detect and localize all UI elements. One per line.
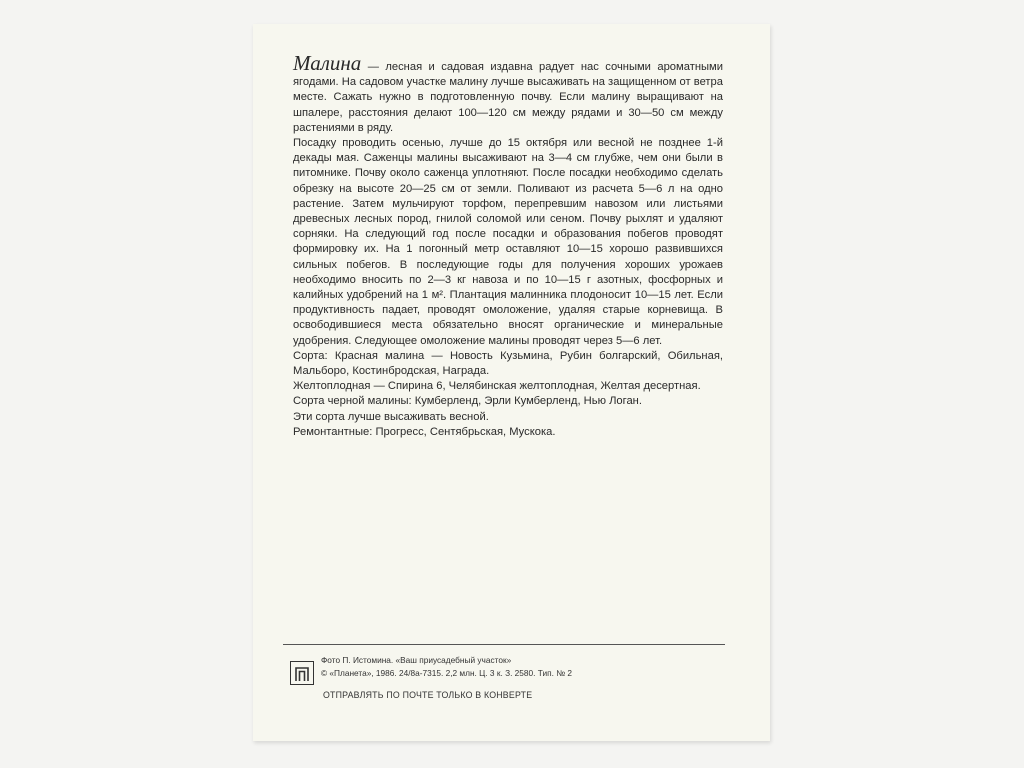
mail-instruction: ОТПРАВЛЯТЬ ПО ПОЧТЕ ТОЛЬКО В КОНВЕРТЕ: [323, 690, 533, 700]
footer-divider: [283, 644, 725, 645]
planting-paragraph: Посадку проводить осенью, лучше до 15 октября или весной не позднее 1-й декады мая. Саженцы малины высаживают на 3—4 см глубже, чем они были в питомнике. Почву около саженца уплотняют. После посадки необходимо сделать обрезку на высоте 20—25 см от земли. Поливают из расчета 5—6 л на одно растение. Затем мульчируют торфом, перепревшим навозом или листьями древесных лесных пород, гнилой соломой или сеном. Почву рыхлят и удаляют сорняки. На следующий год после посадки и образования побегов проводят формировку их. На 1 погонный метр оставляют 10—15 хорошо развившихся сильных побегов. В последующие годы для получения хороших урожаев необходимо вносить по 2—3 кг навоза и по 10—15 г азотных, фосфорных и калийных удобрений на 1 м². Плантация малинника плодоносит 10—15 лет. Если продуктивность падает, проводят омоложение, удаляя старые корневища. В освободившиеся места обязательно вносят органические и минеральные удобрения. Следующее омоложение малины проводят через 5—6 лет.: [293, 137, 723, 347]
photo-credit: Фото П. Истомина. «Ваш приусадебный участок»: [321, 655, 512, 665]
card-title: Малина: [293, 51, 362, 75]
intro-text: лесная и садовая издавна радует нас сочными ароматными ягодами. На садовом участке малину лучше высаживать на защищенном от ветра месте. Сажать нужно в подготовленную почву. Если малину выращивают на шпалере, расстояния делают 100—120 см между рядами и 30—50 см между растениями в ряду.: [293, 61, 723, 134]
intro-paragraph: [293, 51, 723, 136]
spring-note: Эти сорта лучше высаживать весной.: [293, 410, 489, 423]
varieties-black: Сорта черной малины: Кумберленд, Эрли Кумберленд, Нью Логан.: [293, 395, 642, 408]
publisher-imprint: © «Планета», 1986. 24/8а-7315. 2,2 млн. Ц. 3 к. З. 2580. Тип. № 2: [321, 668, 573, 678]
raspberry-description: [293, 51, 723, 440]
remontant-varieties: Ремонтантные: Прогресс, Сентябрьская, Мускока.: [293, 425, 556, 438]
varieties-red: Сорта: Красная малина — Новость Кузьмина, Рубин болгарский, Обильная, Мальборо, Костинбродская, Награда.: [293, 349, 723, 378]
varieties-yellow: Желтоплодная — Спирина 6, Челябинская желтоплодная, Желтая десертная.: [293, 380, 701, 393]
postcard: [253, 24, 770, 741]
title-dash: —: [361, 61, 386, 73]
planeta-publisher-logo-icon: [290, 661, 314, 685]
